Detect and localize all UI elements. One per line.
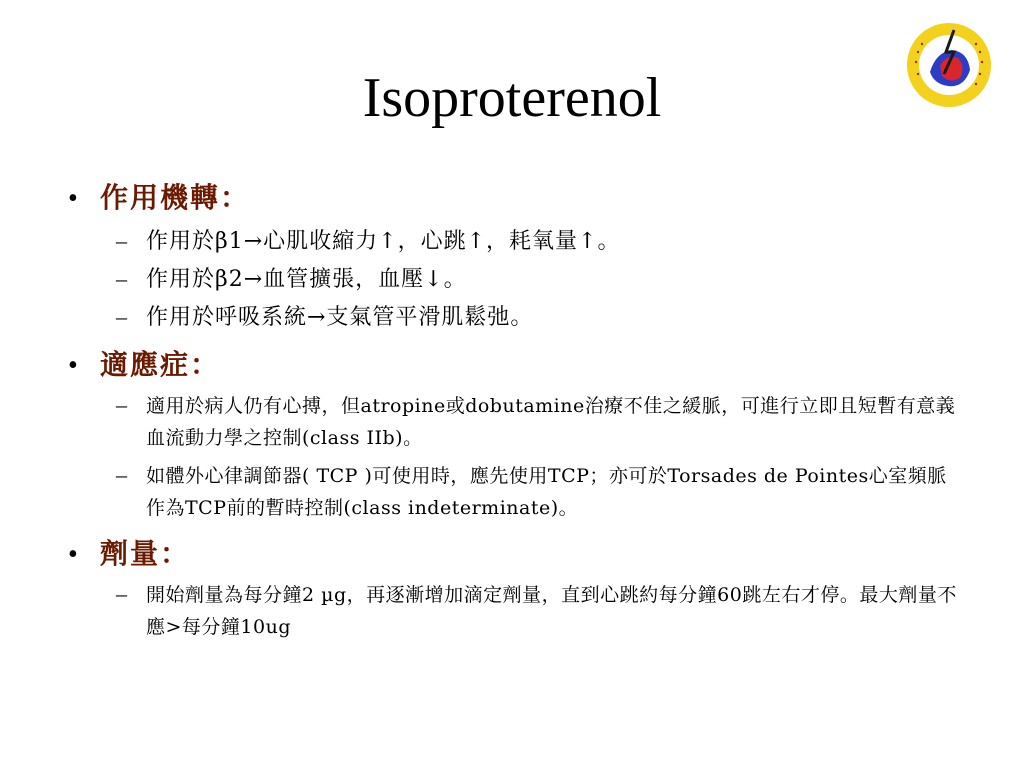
heading-text: 劑量： bbox=[100, 537, 191, 570]
list-item-text: 如體外心律調節器( TCP )可使用時，應先使用TCP；亦可於Torsades de Pointes心室頻脈作為TCP前的暫時控制(class indeterminate)。 bbox=[146, 465, 947, 519]
bullet-heading-dosage bbox=[60, 534, 960, 575]
list-item-text: 開始劑量為每分鐘2 µg，再逐漸增加滴定劑量，直到心跳約每分鐘60跳左右才停。最大劑量不應>每分鐘10ug bbox=[146, 584, 957, 638]
mechanism-list bbox=[60, 225, 960, 335]
heading-text: 作用機轉： bbox=[100, 181, 251, 214]
slide-title: Isoproterenol bbox=[362, 67, 662, 129]
indications-list bbox=[60, 390, 960, 524]
bullet-icon: • bbox=[68, 183, 78, 214]
list-item bbox=[116, 460, 960, 524]
dash-icon: – bbox=[116, 228, 127, 253]
heading-text: 適應症： bbox=[100, 348, 221, 381]
dash-icon: – bbox=[116, 304, 127, 329]
list-item bbox=[116, 579, 960, 643]
dosage-list bbox=[60, 579, 960, 643]
society-emblem-icon bbox=[906, 22, 992, 108]
section-dosage bbox=[60, 534, 960, 643]
dash-icon: – bbox=[116, 392, 127, 417]
list-item bbox=[116, 225, 960, 259]
dash-icon: – bbox=[116, 581, 127, 606]
slide-body bbox=[60, 178, 960, 653]
list-item-text: 作用於β1→心肌收縮力↑，心跳↑，耗氧量↑。 bbox=[146, 229, 621, 254]
list-item-text: 作用於呼吸系統→支氣管平滑肌鬆弛。 bbox=[146, 305, 534, 330]
bullet-heading-mechanism bbox=[60, 178, 960, 219]
bullet-heading-indications bbox=[60, 345, 960, 386]
list-item bbox=[116, 301, 960, 335]
bullet-icon: • bbox=[68, 539, 78, 570]
list-item-text: 作用於β2→血管擴張，血壓↓。 bbox=[146, 267, 467, 292]
list-item bbox=[116, 390, 960, 454]
section-mechanism bbox=[60, 178, 960, 335]
list-item bbox=[116, 263, 960, 297]
dash-icon: – bbox=[116, 462, 127, 487]
dash-icon: – bbox=[116, 266, 127, 291]
list-item-text: 適用於病人仍有心搏，但atropine或dobutamine治療不佳之緩脈，可進行立即且短暫有意義血流動力學之控制(class IIb)。 bbox=[146, 395, 956, 449]
bullet-icon: • bbox=[68, 350, 78, 381]
section-indications bbox=[60, 345, 960, 524]
